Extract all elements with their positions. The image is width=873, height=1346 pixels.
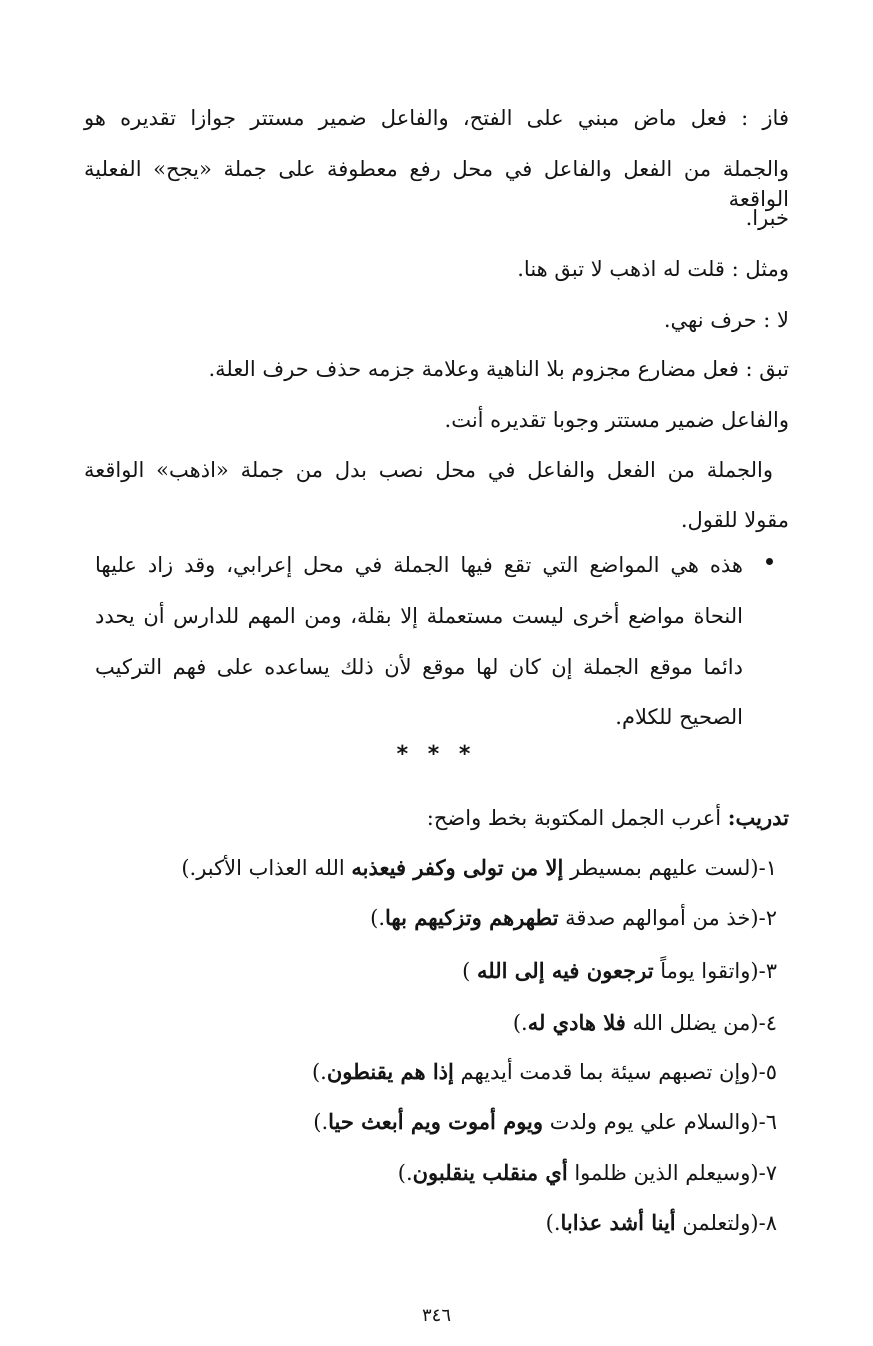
item-text: (والسلام علي يوم ولدت (543, 1110, 759, 1134)
page-number: ٣٤٦ (421, 1305, 451, 1326)
item-number: ٢- (758, 906, 777, 930)
item-text: (وسيعلم الذين ظلموا (567, 1161, 759, 1185)
item-tail: .) (313, 1110, 329, 1134)
item-highlight: إذا هم يقنطون (326, 1059, 454, 1084)
paragraph-line-2: والجملة من الفعل والفاعل في محل رفع معطوفة على جملة «يجح» الفعلية الواقعة (84, 157, 789, 211)
item-text: (وإن تصبهم سيئة بما قدمت أيديهم (453, 1060, 759, 1084)
exercise-item (312, 1057, 777, 1087)
item-number: ٤- (758, 1011, 777, 1035)
exercise-item (313, 1107, 777, 1137)
item-tail: .) (370, 906, 385, 930)
item-highlight: فلا هادي له (527, 1010, 626, 1035)
bullet-icon (766, 558, 773, 565)
exercise-item (398, 1158, 777, 1188)
note-line-3: دائما موقع الجملة إن كان لها موقع لأن ذلك يساعده على فهم التركيب (95, 655, 743, 679)
exercise-label: تدريب: (727, 805, 789, 830)
parse-line-maqool: مقولا للقول. (680, 508, 789, 532)
item-number: ٧- (758, 1161, 777, 1185)
exercise-title (427, 803, 789, 833)
note-line-4: الصحيح للكلام. (615, 705, 743, 729)
item-highlight: إلا من تولى وكفر فيعذبه (351, 855, 564, 880)
exercise-item (462, 956, 777, 986)
section-separator: * * * (396, 742, 477, 767)
item-text: (ولتعلمن (675, 1211, 759, 1235)
paragraph-line-3: خبرا. (745, 206, 789, 230)
item-tail: الله العذاب الأكبر.) (181, 856, 352, 880)
parse-line-subject: والفاعل ضمير مستتر وجوبا تقديره أنت. (444, 408, 789, 432)
note-line-1: هذه هي المواضع التي تقع فيها الجملة في محل إعرابي، وقد زاد عليها (95, 553, 743, 577)
item-number: ١- (758, 856, 777, 880)
item-tail: .) (512, 1011, 528, 1035)
item-text: (من يضلل الله (625, 1011, 759, 1035)
item-text: (واتقوا يوماً (653, 959, 759, 983)
exercise-item (546, 1208, 777, 1238)
example-line: ومثل : قلت له اذهب لا تبق هنا. (517, 257, 789, 281)
note-line-2: النحاة مواضع أخرى ليست مستعملة إلا بقلة، ومن المهم للدارس أن يحدد (95, 604, 743, 628)
parse-line-clause: والجملة من الفعل والفاعل في محل نصب بدل من جملة «اذهب» الواقعة (84, 458, 773, 482)
item-number: ٥- (758, 1060, 777, 1084)
item-text: (لست عليهم بمسيطر (563, 856, 759, 880)
item-highlight: أي منقلب ينقلبون (412, 1160, 568, 1185)
exercise-item (181, 853, 777, 883)
item-text: (خذ من أموالهم صدقة (558, 906, 759, 930)
item-number: ٦- (758, 1110, 777, 1134)
parse-line-tabqa: تبق : فعل مضارع مجزوم بلا الناهية وعلامة جزمه حذف حرف العلة. (208, 357, 789, 381)
parse-line-la: لا : حرف نهي. (663, 308, 789, 332)
exercise-item (513, 1008, 777, 1038)
item-highlight: ترجعون فيه إلى الله (477, 958, 654, 983)
item-highlight: أينا أشد عذابا (560, 1210, 676, 1235)
item-highlight: ويوم أموت ويم أبعث حيا (328, 1109, 544, 1134)
item-tail: .) (397, 1161, 413, 1185)
item-tail: .) (545, 1211, 561, 1235)
paragraph-line-1: فاز : فعل ماض مبني على الفتح، والفاعل ضمير مستتر جوازا تقديره هو (84, 106, 789, 130)
item-number: ٣- (758, 959, 777, 983)
item-highlight: تطهرهم وتزكيهم بها (385, 905, 559, 930)
item-tail: .) (311, 1060, 327, 1084)
exercise-instruction: أعرب الجمل المكتوبة بخط واضح: (426, 806, 722, 830)
item-tail: ) (462, 959, 478, 983)
exercise-item (370, 903, 777, 933)
item-number: ٨- (758, 1211, 777, 1235)
